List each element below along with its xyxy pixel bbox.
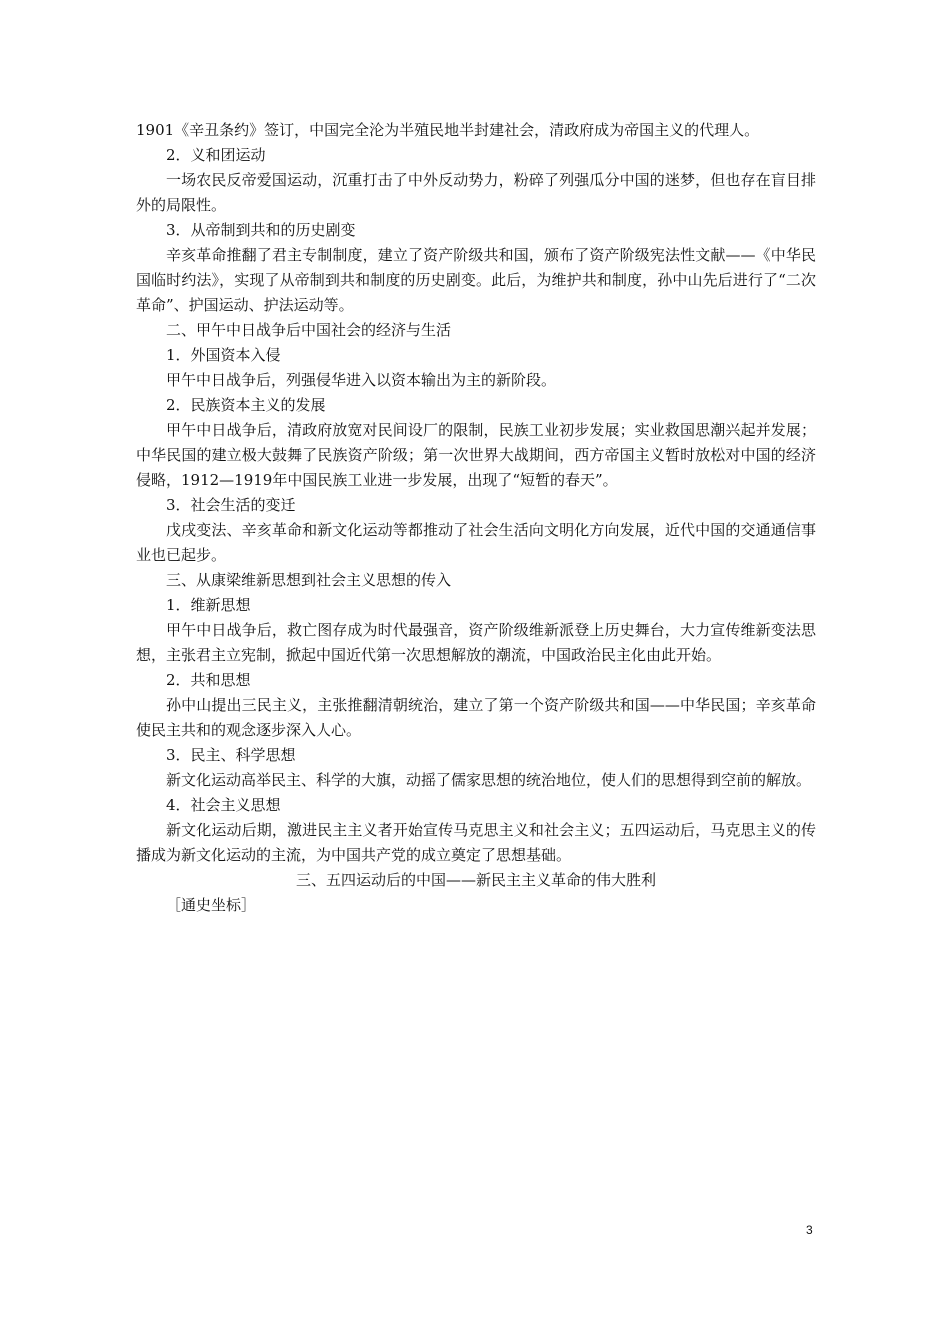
- document-body: [136, 118, 816, 918]
- heading-republic-thought: 2．共和思想: [166, 671, 251, 689]
- paragraph-republic-thought: 孙中山提出三民主义，主张推翻清朝统治，建立了第一个资产阶级共和国——中华民国；辛亥革命使民主共和的观念逐步深入人心。: [136, 696, 816, 739]
- paragraph-democracy-science: 新文化运动高举民主、科学的大旗，动摇了儒家思想的统治地位，使人们的思想得到空前的解放。: [166, 771, 812, 789]
- paragraph-yihetuan: 一场农民反帝爱国运动，沉重打击了中外反动势力，粉碎了列强瓜分中国的迷梦，但也存在盲目排外的局限性。: [136, 171, 816, 214]
- heading-yihetuan: 2．义和团运动: [166, 146, 266, 164]
- section-heading-thought: 三、从康梁维新思想到社会主义思想的传入: [166, 571, 452, 589]
- heading-dizhi-to-gonghe: 3．从帝制到共和的历史剧变: [166, 221, 356, 239]
- paragraph-xinchou-treaty: 1901《辛丑条约》签订，中国完全沦为半殖民地半封建社会，清政府成为帝国主义的代理人。: [136, 121, 760, 139]
- heading-national-capitalism: 2．民族资本主义的发展: [166, 396, 326, 414]
- heading-socialist-thought: 4．社会主义思想: [166, 796, 281, 814]
- part-heading-may-fourth: 三、五四运动后的中国——新民主主义革命的伟大胜利: [295, 871, 656, 889]
- paragraph-social-life: 戊戌变法、辛亥革命和新文化运动等都推动了社会生活向文明化方向发展，近代中国的交通通信事业也已起步。: [136, 521, 816, 564]
- paragraph-dizhi-to-gonghe: 辛亥革命推翻了君主专制制度，建立了资产阶级共和国，颁布了资产阶级宪法性文献——《中华民国临时约法》，实现了从帝制到共和制度的历史剧变。此后，为维护共和制度，孙中山先后进行了“二次革命”、护国运动、护法运动等。: [136, 246, 816, 314]
- paragraph-reform-thought: 甲午中日战争后，救亡图存成为时代最强音，资产阶级维新派登上历史舞台，大力宣传维新变法思想，主张君主立宪制，掀起中国近代第一次思想解放的潮流，中国政治民主化由此开始。: [136, 621, 816, 664]
- heading-democracy-science: 3．民主、科学思想: [166, 746, 296, 764]
- heading-social-life: 3．社会生活的变迁: [166, 496, 296, 514]
- heading-general-history-coordinates: ［通史坐标］: [166, 896, 257, 914]
- paragraph-national-capitalism: 甲午中日战争后，清政府放宽对民间设厂的限制，民族工业初步发展；实业救国思潮兴起并发展；中华民国的建立极大鼓舞了民族资产阶级；第一次世界大战期间，西方帝国主义暂时放松对中国的经济侵略，1912—1919年中国民族工业进一步发展，出现了“短暂的春天”。: [136, 421, 816, 489]
- section-heading-economy-life: 二、甲午中日战争后中国社会的经济与生活: [166, 321, 452, 339]
- page-number: 3: [806, 1223, 813, 1237]
- heading-reform-thought: 1．维新思想: [166, 596, 251, 614]
- paragraph-socialist-thought: 新文化运动后期，激进民主主义者开始宣传马克思主义和社会主义；五四运动后，马克思主义的传播成为新文化运动的主流，为中国共产党的成立奠定了思想基础。: [136, 821, 816, 864]
- paragraph-foreign-capital: 甲午中日战争后，列强侵华进入以资本输出为主的新阶段。: [166, 371, 557, 389]
- heading-foreign-capital: 1．外国资本入侵: [166, 346, 281, 364]
